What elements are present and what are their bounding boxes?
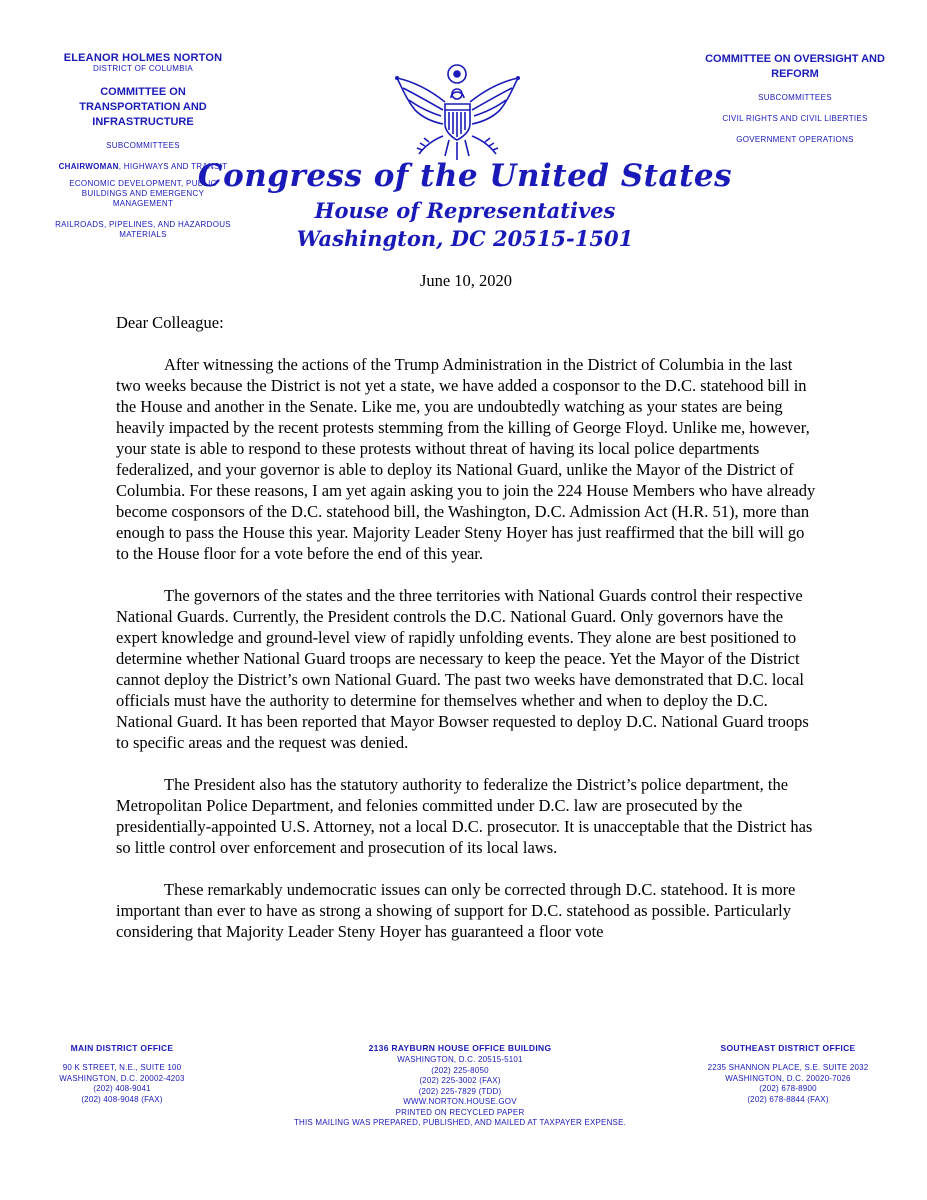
letter-body [116, 270, 816, 963]
footer-office-line: (202) 225-8050 [431, 1065, 489, 1075]
footer-office-title: MAIN DISTRICT OFFICE [70, 1043, 174, 1053]
letter-date: June 10, 2020 [419, 271, 513, 290]
subcommittees-label: SUBCOMMITTEES [106, 141, 180, 150]
right-letterhead-column [695, 52, 895, 145]
footer-recycled-note: PRINTED ON RECYCLED PAPER [395, 1107, 525, 1117]
footer-rayburn-office [293, 1043, 627, 1129]
right-subcommittee-1: CIVIL RIGHTS AND CIVIL LIBERTIES [722, 114, 868, 123]
right-committee-line-2: REFORM [771, 68, 819, 80]
subcommittee-2-line-3: MANAGEMENT [112, 199, 174, 208]
subcommittee-3-line-1: RAILROADS, PIPELINES, AND HAZARDOUS [55, 220, 231, 229]
great-seal-eagle-icon [385, 60, 530, 170]
letter-paragraph: The governors of the states and the three territories with National Guards control their respective National Guards. Currently, the President controls the D.C. National Guard. Only governors have the expert knowledge and ground-level view of rapidly unfolding events. They alone are best positioned to determine whether National Guard troops are necessary to keep the peace. Yet the Mayor of the District cannot deploy the District’s own National Guard. The past two weeks have demonstrated that D.C. local officials must have the authority to determine for themselves whether and when to deploy the D.C. National Guard. It has been reported that Mayor Bowser requested to deploy D.C. National Guard troops to specific areas and the request was denied. [116, 586, 809, 752]
footer-website: WWW.NORTON.HOUSE.GOV [403, 1097, 517, 1106]
footer-office-line: WASHINGTON, D.C. 20515-5101 [397, 1055, 523, 1064]
letterhead-subtitle: House of Representatives [314, 198, 616, 223]
footer-office-line: (202) 408-9041 [93, 1084, 151, 1093]
footer-office-line: 2235 SHANNON PLACE, S.E. SUITE 2032 [707, 1063, 869, 1072]
chair-subcommittee: , HIGHWAYS AND TRANSIT [118, 162, 228, 171]
footer-taxpayer-note: THIS MAILING WAS PREPARED, PUBLISHED, AND MAILED AT TAXPAYER EXPENSE. [293, 1118, 627, 1127]
footer-main-district-office [12, 1043, 232, 1105]
member-district: DISTRICT OF COLUMBIA [92, 64, 194, 73]
letterhead-address: Washington, DC 20515-1501 [296, 226, 634, 251]
footer-office-line: (202) 225-7829 (TDD) [418, 1086, 502, 1096]
committee-line-2: TRANSPORTATION AND [79, 101, 207, 113]
letter-salutation: Dear Colleague: [116, 313, 224, 332]
right-subcommittees-label: SUBCOMMITTEES [758, 93, 832, 102]
footer-office-line: WASHINGTON, D.C. 20002-4203 [59, 1073, 185, 1083]
committee-line-3: INFRASTRUCTURE [92, 116, 194, 128]
footer-office-line: (202) 678-8900 [759, 1084, 817, 1093]
footer-office-line: (202) 225-3002 (FAX) [419, 1076, 501, 1085]
footer-southeast-district-office [678, 1043, 898, 1105]
footer-office-line: (202) 408-9048 (FAX) [81, 1094, 163, 1104]
member-name: ELEANOR HOLMES NORTON [63, 52, 223, 64]
footer-office-line: WASHINGTON, D.C. 20020-7026 [725, 1073, 851, 1083]
right-subcommittee-2: GOVERNMENT OPERATIONS [736, 135, 854, 144]
committee-line-1: COMMITTEE ON [100, 86, 186, 98]
footer-office-title: 2136 RAYBURN HOUSE OFFICE BUILDING [368, 1043, 552, 1053]
right-committee-line-1: COMMITTEE ON OVERSIGHT AND [705, 53, 885, 65]
footer-office-line: 90 K STREET, N.E., SUITE 100 [62, 1063, 182, 1072]
letter-paragraph: These remarkably undemocratic issues can only be corrected through D.C. statehood. It is more important than ever to have as strong a showing of support for D.C. statehood as possible. Particularly considering that Majority Leader Steny Hoyer has guaranteed a floor vote [116, 880, 796, 941]
footer-office-line: (202) 678-8844 (FAX) [747, 1094, 829, 1104]
letterhead-title: Congress of the United States [197, 158, 733, 194]
subcommittee-3-line-2: MATERIALS [119, 230, 167, 239]
footer-office-title: SOUTHEAST DISTRICT OFFICE [720, 1043, 856, 1053]
subcommittee-2-line-2: BUILDINGS AND EMERGENCY [81, 189, 205, 198]
chair-title: CHAIRWOMAN [58, 162, 119, 171]
letter-paragraph: After witnessing the actions of the Trump Administration in the District of Columbia in the last two weeks because the District is not yet a state, we have added a cosponsor to the D.C. statehood bill in the House and another in the Senate. Like me, you are undoubtedly watching as your states are being heavily impacted by the recent protests stemming from the killing of George Floyd. Unlike me, however, your state is able to respond to these protests without threat of having its local police departments federalized, and your governor is able to deploy its National Guard, unlike the Mayor of the District of Columbia. For these reasons, I am yet again asking you to join the 224 House Members who have already become cosponsors of the D.C. statehood bill, the Washington, D.C. Admission Act (H.R. 51), more than enough to pass the House this year. Majority Leader Steny Hoyer has just reaffirmed that the bill will go to the House floor for a vote before the end of this year. [116, 355, 816, 563]
subcommittee-2-line-1: ECONOMIC DEVELOPMENT, PUBLIC [69, 179, 217, 188]
letter-paragraph: The President also has the statutory authority to federalize the District’s police department, the Metropolitan Police Department, and felonies committed under D.C. law are prosecuted by the presidentially-appointed U.S. Attorney, not a local D.C. prosecutor. It is unacceptable that the District has so little control over enforcement and prosecution of its local laws. [116, 775, 813, 857]
